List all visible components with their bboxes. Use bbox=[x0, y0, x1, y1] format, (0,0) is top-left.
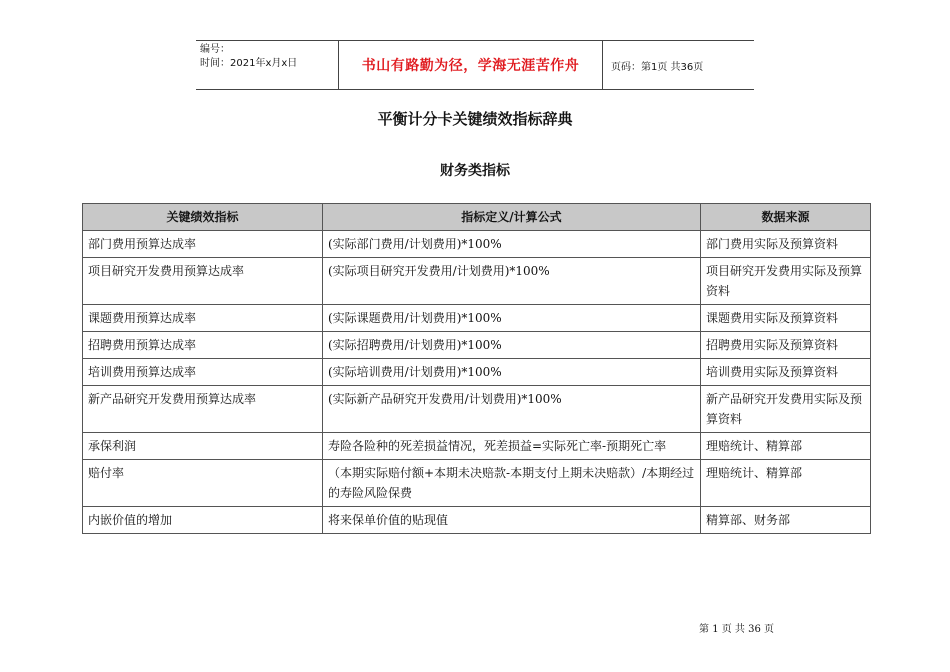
table-row bbox=[83, 332, 871, 359]
kpi-cell: 承保利润 bbox=[83, 433, 323, 460]
definition-cell: 寿险各险种的死差损益情况，死差损益=实际死亡率-预期死亡率 bbox=[323, 433, 701, 460]
definition-cell: (实际课题费用/计划费用)*100% bbox=[323, 305, 701, 332]
kpi-cell: 招聘费用预算达成率 bbox=[83, 332, 323, 359]
header-meta bbox=[196, 41, 338, 89]
kpi-table bbox=[82, 203, 871, 534]
table-row bbox=[83, 231, 871, 258]
source-cell: 部门费用实际及预算资料 bbox=[701, 231, 871, 258]
source-cell: 招聘费用实际及预算资料 bbox=[701, 332, 871, 359]
source-cell: 培训费用实际及预算资料 bbox=[701, 359, 871, 386]
definition-cell: (实际培训费用/计划费用)*100% bbox=[323, 359, 701, 386]
table-row bbox=[83, 460, 871, 507]
table-row bbox=[83, 305, 871, 332]
kpi-cell: 项目研究开发费用预算达成率 bbox=[83, 258, 323, 305]
definition-cell: (实际项目研究开发费用/计划费用)*100% bbox=[323, 258, 701, 305]
header-slogan: 书山有路勤为径，学海无涯苦作舟 bbox=[338, 41, 603, 89]
source-cell: 理赔统计、精算部 bbox=[701, 460, 871, 507]
document-title: 平衡计分卡关键绩效指标辞典 bbox=[377, 110, 573, 128]
time-label: 时间：2021年x月x日 bbox=[200, 58, 298, 69]
source-cell: 精算部、财务部 bbox=[701, 507, 871, 534]
table-row bbox=[83, 386, 871, 433]
definition-cell: （本期实际赔付额+本期未决赔款-本期支付上期未决赔款）/本期经过的寿险风险保费 bbox=[323, 460, 701, 507]
table-row bbox=[83, 433, 871, 460]
definition-cell: (实际招聘费用/计划费用)*100% bbox=[323, 332, 701, 359]
kpi-cell: 赔付率 bbox=[83, 460, 323, 507]
kpi-cell: 课题费用预算达成率 bbox=[83, 305, 323, 332]
definition-cell: (实际部门费用/计划费用)*100% bbox=[323, 231, 701, 258]
page-header bbox=[196, 40, 754, 90]
page-footer: 第 1 页 共 36 页 bbox=[699, 624, 774, 635]
kpi-cell: 培训费用预算达成率 bbox=[83, 359, 323, 386]
kpi-cell: 新产品研究开发费用预算达成率 bbox=[83, 386, 323, 433]
table-row bbox=[83, 359, 871, 386]
source-cell: 课题费用实际及预算资料 bbox=[701, 305, 871, 332]
source-cell: 项目研究开发费用实际及预算资料 bbox=[701, 258, 871, 305]
section-title: 财务类指标 bbox=[440, 163, 510, 179]
table-row bbox=[83, 258, 871, 305]
kpi-cell: 内嵌价值的增加 bbox=[83, 507, 323, 534]
column-header-source: 数据来源 bbox=[701, 204, 871, 231]
number-label: 编号： bbox=[200, 44, 230, 55]
header-page-info: 页码：第1页 共36页 bbox=[611, 61, 704, 73]
definition-cell: 将来保单价值的贴现值 bbox=[323, 507, 701, 534]
source-cell: 理赔统计、精算部 bbox=[701, 433, 871, 460]
source-cell: 新产品研究开发费用实际及预算资料 bbox=[701, 386, 871, 433]
table-row bbox=[83, 507, 871, 534]
definition-cell: (实际新产品研究开发费用/计划费用)*100% bbox=[323, 386, 701, 433]
column-header-definition: 指标定义/计算公式 bbox=[323, 204, 701, 231]
kpi-cell: 部门费用预算达成率 bbox=[83, 231, 323, 258]
column-header-kpi: 关键绩效指标 bbox=[83, 204, 323, 231]
table-header-row bbox=[83, 204, 871, 231]
